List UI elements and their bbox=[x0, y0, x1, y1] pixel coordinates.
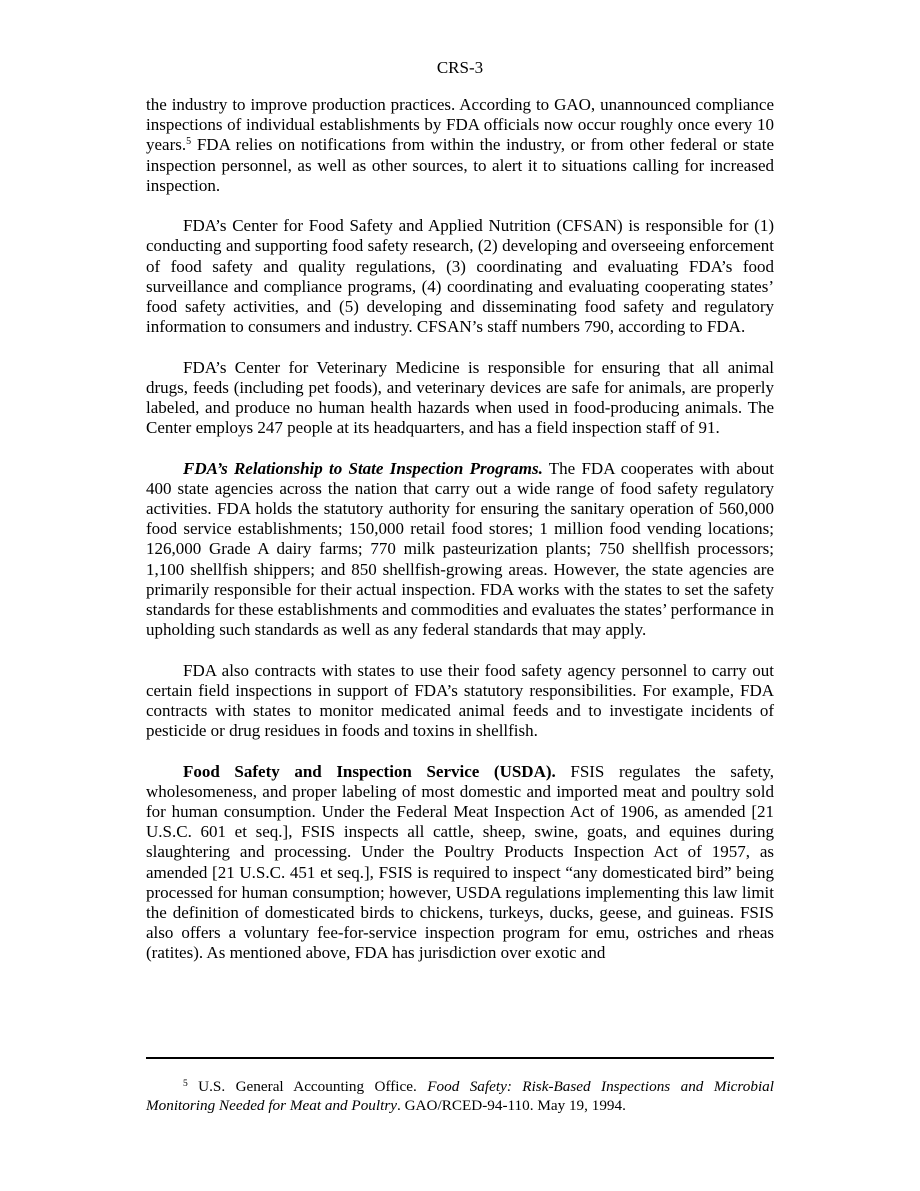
paragraph-4 bbox=[146, 459, 774, 641]
paragraph-6 bbox=[146, 762, 774, 964]
footnote-report-title: Food Safety: Risk-Based Inspections and Microbial Monitoring Needed for Meat and Poultry bbox=[146, 1078, 774, 1114]
paragraph-3: FDA’s Center for Veterinary Medicine is responsible for ensuring that all animal drugs, feeds (including pet foods), and veterinary devices are safe for animals, are properly labeled, and produce no human health hazards when used in food-producing animals. The Center employs 247 people at its headquarters, and has a field inspection staff of 91. bbox=[146, 357, 774, 438]
footnote-reference: 5 bbox=[186, 136, 192, 148]
section-heading-state-inspection: FDA’s Relationship to State Inspection Programs. bbox=[183, 458, 543, 478]
body-text bbox=[146, 95, 774, 984]
paragraph-1-text-b: FDA relies on notifications from within the industry, or from other federal or state inspection personnel, as well as other sources, to alert it to situations calling for increased inspection. bbox=[146, 135, 774, 195]
paragraph-6-text: FSIS regulates the safety, wholesomeness, and proper labeling of most domestic and imported meat and poultry sold for human consumption. Under the Federal Meat Inspection Act of 1906, as amended [21 U.S.C. 601 et seq.], FSIS inspects all cattle, sheep, swine, goats, and equines during slaughtering and processing. Under the Poultry Products Inspection Act of 1957, as amended [21 U.S.C. 451 et seq.], FSIS is required to inspect “any domesticated bird” being processed for human consumption; however, USDA regulations implementing this law limit the definition of domesticated birds to chickens, turkeys, ducks, geese, and guineas. FSIS also offers a voluntary fee-for-service inspection program for emu, ostriches and rheas (ratites). As mentioned above, FDA has jurisdiction over exotic and bbox=[146, 761, 775, 963]
footnote bbox=[146, 1077, 774, 1115]
paragraph-4-text: The FDA cooperates with about 400 state agencies across the nation that carry out a wide range of food safety regulatory activities. FDA holds the statutory authority for ensuring the sanitary operation of 560,000 food service establishments; 150,000 retail food stores; 1 million food vending locations; 126,000 Grade A dairy farms; 770 milk pasteurization plants; 750 shellfish processors; 1,100 shellfish shippers; and 850 shellfish-growing areas. However, the state agencies are primarily responsible for their actual inspection. FDA works with the states to set the safety standards for these establishments and commodities and evaluates the states’ performance in upholding such standards as well as any federal standards that may apply. bbox=[146, 458, 775, 640]
paragraph-1 bbox=[146, 95, 774, 196]
paragraph-1-text-a: the industry to improve production practices. According to GAO, unannounced compliance inspections of individual establishments by FDA officials now occur roughly once every 10 years. bbox=[146, 95, 774, 155]
footnote-text-a: U.S. General Accounting Office. bbox=[187, 1078, 428, 1095]
footnote-divider bbox=[146, 1057, 774, 1059]
page-number: CRS-3 bbox=[436, 58, 484, 77]
paragraph-2: FDA’s Center for Food Safety and Applied Nutrition (CFSAN) is responsible for (1) conducting and supporting food safety research, (2) developing and overseeing enforcement of food safety and quality regulations, (3) coordinating and evaluating FDA’s food surveillance and compliance programs, (4) coordinating and evaluating cooperating states’ food safety activities, and (5) developing and disseminating food safety and regulatory information to consumers and industry. CFSAN’s staff numbers 790, according to FDA. bbox=[146, 216, 774, 337]
paragraph-5: FDA also contracts with states to use their food safety agency personnel to carry out certain field inspections in support of FDA’s statutory responsibilities. For example, FDA contracts with states to monitor medicated animal feeds and to investigate incidents of pesticide or drug residues in foods and toxins in shellfish. bbox=[146, 660, 774, 741]
footnote-text-b: . GAO/RCED-94-110. May 19, 1994. bbox=[396, 1097, 626, 1114]
section-heading-fsis: Food Safety and Inspection Service (USDA). bbox=[183, 761, 556, 781]
footnote-marker: 5 bbox=[183, 1079, 188, 1089]
